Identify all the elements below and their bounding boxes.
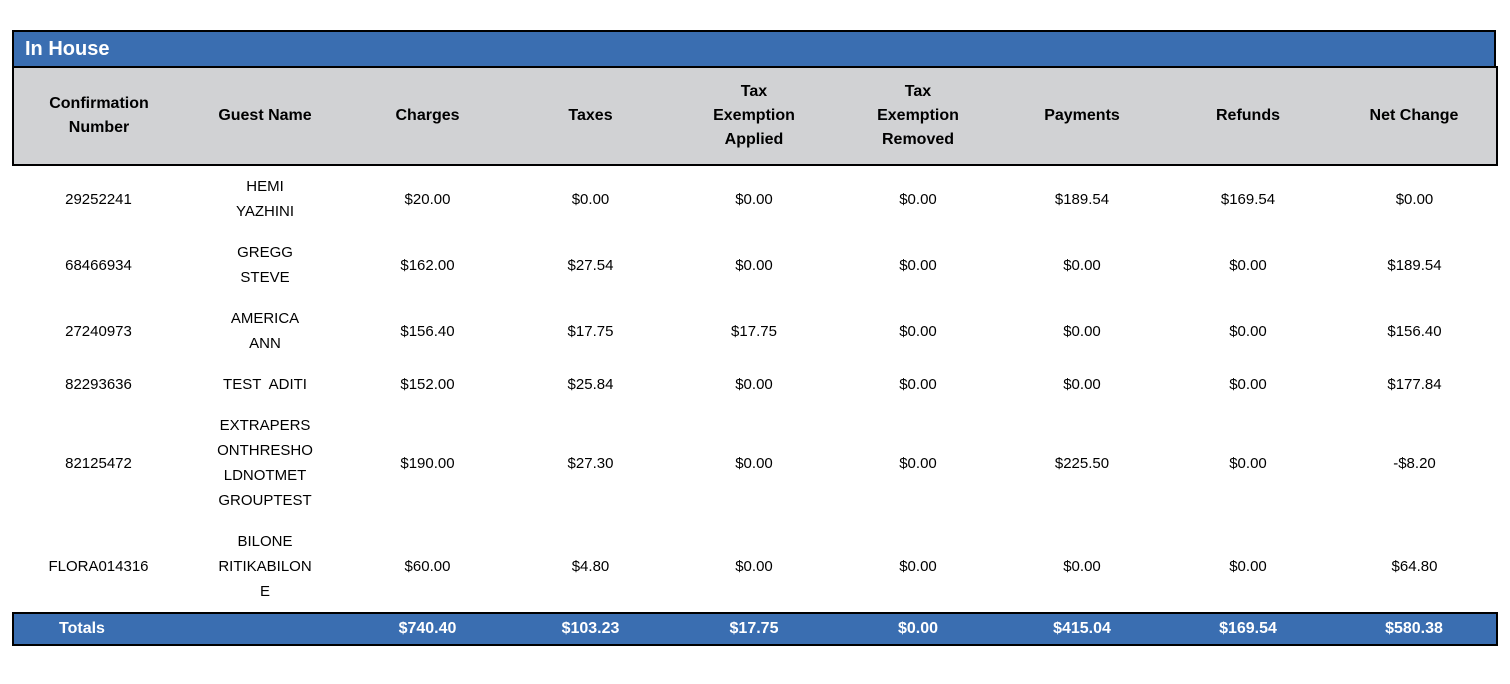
- cell-tax-exemption-applied: $0.00: [735, 558, 773, 575]
- cell-tax-exemption-removed: $0.00: [899, 454, 937, 472]
- cell-net-change: $0.00: [1395, 190, 1434, 208]
- cell-charges: $156.40: [400, 322, 455, 340]
- cell-net-change: $189.54: [1387, 256, 1442, 274]
- table-row: [13, 298, 1497, 364]
- totals-tax-exemption-removed: $0.00: [836, 613, 1000, 645]
- cell-payments: $0.00: [1063, 322, 1101, 340]
- cell-tax-exemption-removed: $0.00: [899, 376, 937, 393]
- cell-guest-name: [184, 405, 346, 521]
- guest-name-text: TEST ADITI: [223, 376, 307, 393]
- totals-net-change: $580.38: [1332, 613, 1497, 645]
- cell-charges: $60.00: [404, 558, 451, 575]
- guest-name-text: AMERICA ANN: [230, 310, 303, 352]
- cell-charges: $190.00: [400, 454, 455, 472]
- column-header-refunds: Refunds: [1164, 67, 1332, 165]
- cell-confirmation-number: FLORA014316: [48, 558, 149, 575]
- totals-row: [13, 613, 1497, 645]
- cell-payments: $0.00: [1063, 558, 1101, 575]
- cell-net-change: $156.40: [1387, 322, 1442, 340]
- guest-name-text: EXTRAPERSONTHRESHOLDNOTMET GROUPTEST: [217, 417, 313, 509]
- cell-payments: $0.00: [1063, 256, 1101, 274]
- cell-refunds: $0.00: [1229, 376, 1267, 393]
- cell-confirmation-number: 29252241: [65, 190, 132, 208]
- in-house-report: [12, 30, 1496, 646]
- table-row: [13, 232, 1497, 298]
- cell-tax-exemption-applied: $0.00: [735, 256, 773, 274]
- cell-taxes: $27.54: [567, 256, 614, 274]
- in-house-table: [12, 66, 1498, 646]
- cell-tax-exemption-applied: $0.00: [735, 454, 773, 472]
- report-title: In House: [25, 38, 110, 60]
- column-header-tax-exemption-applied: Tax Exemption Applied: [672, 67, 836, 165]
- column-header-guest-name: Guest Name: [184, 67, 346, 165]
- cell-taxes: $25.84: [567, 376, 614, 393]
- cell-refunds: $169.54: [1220, 190, 1276, 208]
- cell-refunds: $0.00: [1229, 256, 1267, 274]
- table-row: [13, 521, 1497, 613]
- cell-tax-exemption-removed: $0.00: [899, 322, 937, 340]
- guest-name-text: GREGG STEVE: [237, 244, 298, 286]
- cell-net-change: $64.80: [1391, 558, 1438, 575]
- column-header-net-change: Net Change: [1332, 67, 1497, 165]
- cell-taxes: $4.80: [571, 558, 610, 575]
- header-row: [13, 67, 1497, 165]
- guest-name-text: BILONE RITIKABILONE: [218, 533, 312, 600]
- cell-net-change: -$8.20: [1393, 454, 1436, 472]
- cell-refunds: $0.00: [1229, 322, 1267, 340]
- cell-confirmation-number: 68466934: [65, 256, 132, 274]
- cell-taxes: $0.00: [571, 190, 610, 208]
- cell-confirmation-number: 27240973: [65, 322, 132, 340]
- cell-guest-name: [184, 298, 346, 364]
- cell-refunds: $0.00: [1229, 454, 1267, 472]
- cell-guest-name: [184, 521, 346, 613]
- totals-guest-name-empty: [184, 613, 346, 645]
- column-header-taxes: Taxes: [509, 67, 672, 165]
- table-totals: [13, 613, 1497, 645]
- totals-label: Totals: [13, 613, 184, 645]
- cell-guest-name: [184, 165, 346, 232]
- cell-tax-exemption-applied: $0.00: [735, 190, 773, 208]
- cell-guest-name: [184, 364, 346, 405]
- cell-guest-name: [184, 232, 346, 298]
- cell-confirmation-number: 82125472: [65, 454, 132, 472]
- column-header-charges: Charges: [346, 67, 509, 165]
- table-body: [13, 165, 1497, 613]
- report-title-bar: [12, 30, 1496, 66]
- table-row: [13, 405, 1497, 521]
- cell-confirmation-number: 82293636: [65, 376, 132, 393]
- cell-charges: $152.00: [400, 376, 455, 393]
- cell-net-change: $177.84: [1387, 376, 1442, 393]
- cell-payments: $189.54: [1054, 190, 1110, 208]
- totals-refunds: $169.54: [1164, 613, 1332, 645]
- cell-payments: $0.00: [1063, 376, 1101, 393]
- table-row: [13, 364, 1497, 405]
- table-header: [13, 67, 1497, 165]
- column-header-tax-exemption-removed: Tax Exemption Removed: [836, 67, 1000, 165]
- cell-tax-exemption-removed: $0.00: [899, 256, 937, 274]
- column-header-payments: Payments: [1000, 67, 1164, 165]
- table-row: [13, 165, 1497, 232]
- cell-tax-exemption-applied: $0.00: [735, 376, 773, 393]
- cell-charges: $20.00: [404, 190, 451, 208]
- guest-name-text: HEMI YAZHINI: [235, 178, 295, 220]
- cell-charges: $162.00: [400, 256, 455, 274]
- totals-taxes: $103.23: [509, 613, 672, 645]
- cell-tax-exemption-applied: $17.75: [731, 322, 777, 340]
- cell-refunds: $0.00: [1229, 558, 1267, 575]
- cell-taxes: $17.75: [567, 322, 614, 340]
- cell-tax-exemption-removed: $0.00: [899, 558, 937, 575]
- totals-payments: $415.04: [1000, 613, 1164, 645]
- cell-taxes: $27.30: [567, 454, 614, 472]
- cell-tax-exemption-removed: $0.00: [899, 190, 937, 208]
- cell-payments: $225.50: [1054, 454, 1110, 472]
- totals-tax-exemption-applied: $17.75: [672, 613, 836, 645]
- totals-charges: $740.40: [346, 613, 509, 645]
- column-header-confirmation-number: Confirmation Number: [13, 67, 184, 165]
